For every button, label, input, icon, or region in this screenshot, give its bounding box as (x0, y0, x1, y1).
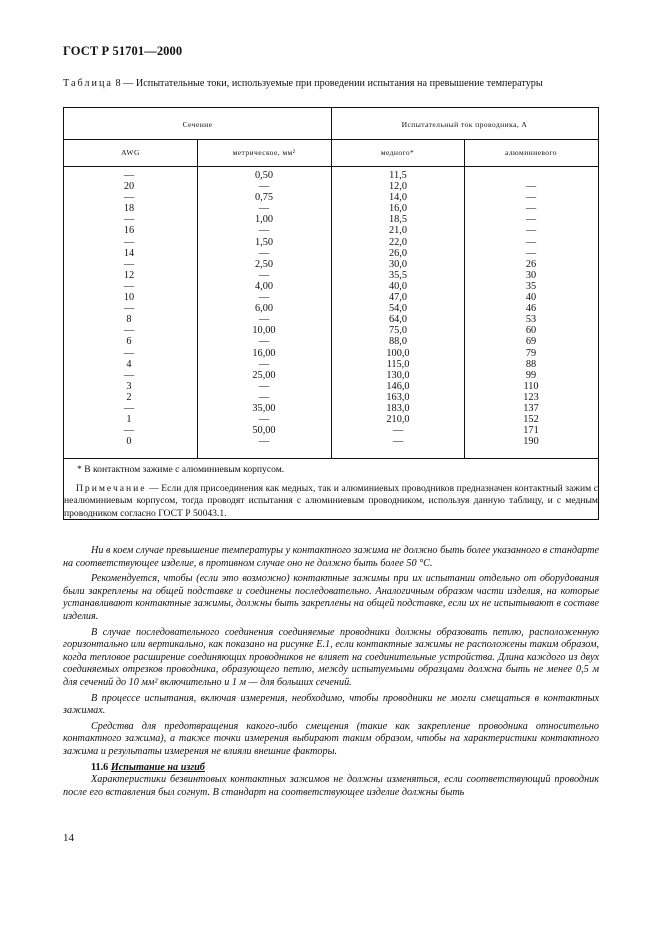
table-cell: — (525, 247, 537, 259)
table-cell: — (525, 225, 537, 237)
table-cell: 47,0 (388, 292, 408, 304)
header-aluminum: алюминиевого (504, 148, 558, 157)
table-cell: 64,0 (388, 314, 408, 326)
table-cell: — (525, 181, 537, 193)
table-cell: 100,0 (386, 347, 410, 359)
table-rule (197, 139, 198, 458)
table-cell: 22,0 (388, 236, 408, 248)
table-cell: 190 (523, 436, 539, 448)
table-cell: 46 (525, 303, 537, 315)
table-cell: — (123, 258, 135, 270)
table-cell: — (525, 214, 537, 226)
table-cell: — (123, 236, 135, 248)
table-cell: 26 (525, 258, 537, 270)
table-cell: — (392, 436, 404, 448)
metric-column (232, 170, 296, 447)
table-cell: — (392, 425, 404, 437)
table-cell: 25,00 (252, 369, 276, 381)
table-cell: 171 (523, 425, 539, 437)
paragraph: Средства для предотвращения какого-либо смещения (такие как закрепление проводника относительно контактного зажима), а также точки измерения выбирают таким образом, чтобы на характеристики контактного зажима и результаты измерения не влияли внешние факторы. (63, 720, 599, 757)
paragraph: В случае последовательного соединения соединяемые проводники должны образовать петлю, расположенную горизонтально или вертикально, как показано на рисунке Е.1, если контактные зажимы не расположены таким образом, когда тепловое расширение соединяющих проводников не влияет на соединительные устройства. Длина каждого из двух соединяемых отрезков проводника, образующего петлю, между испытуемыми образцами должна быть не менее 0,5 м для сечений до 10 мм² включительно и 1 м — для больших сечений. (63, 626, 599, 688)
table-cell: 123 (523, 391, 539, 403)
table-cell: 1 (126, 414, 132, 426)
table-cell: — (258, 225, 270, 237)
table-cell: 8 (126, 314, 132, 326)
paragraph: В процессе испытания, включая измерения, необходимо, чтобы проводники не могли смещаться в контактных зажимах. (63, 692, 599, 717)
copper-column (370, 170, 426, 447)
table-cell: 79 (525, 347, 537, 359)
table-cell: 3 (126, 380, 132, 392)
table-cell: 35,5 (388, 269, 408, 281)
table-cell: 88 (525, 358, 537, 370)
table-cell: 18,5 (388, 214, 408, 226)
table-cell: — (123, 170, 135, 181)
table-cell: 115,0 (386, 358, 410, 370)
table-cell: — (258, 292, 270, 304)
table-cell: 40,0 (388, 280, 408, 292)
table-cell: 146,0 (386, 380, 410, 392)
table-caption-text: 8 — Испытательные токи, используемые при проведении испытания на превышение температуры (112, 78, 543, 89)
table-cell: 12 (123, 269, 135, 281)
paragraph: Рекомендуется, чтобы (если это возможно) контактные зажимы при их испытании отдельно от оборудования были закреплены на общей подставке и соединены последовательно. Аналогичным образом части изделия, на которые устанавливают контактные зажимы, должны быть закреплены на общей подставке, если их не испытывают в составе изделия. (63, 573, 599, 622)
table-cell: 99 (525, 369, 537, 381)
header-copper: медного* (380, 148, 415, 157)
table-caption-label: Таблица (63, 78, 113, 89)
table-cell: 4 (126, 358, 132, 370)
table-cell: — (258, 391, 270, 403)
table-cell: 60 (525, 325, 537, 337)
table-cell: 16 (123, 225, 135, 237)
table-cell: 20 (123, 181, 135, 193)
table-cell: — (123, 280, 135, 292)
table-cell: — (525, 203, 537, 215)
table-cell: 75,0 (388, 325, 408, 337)
table-cell: — (258, 358, 270, 370)
aluminum-column (504, 170, 558, 447)
table-cell: 35 (525, 280, 537, 292)
paragraph: Характеристики безвинтовых контактных зажимов не должны изменяться, если соответствующий проводник после его вставления был согнут. В стандарт на соответствующее изделие должны быть (63, 774, 599, 798)
table-cell: — (525, 192, 537, 204)
table-cell: 6,00 (254, 303, 274, 315)
table-cell: 130,0 (386, 369, 410, 381)
table-note (64, 483, 598, 520)
table-cell: 40 (525, 292, 537, 304)
table-cell: 16,00 (252, 347, 276, 359)
table-cell: — (123, 369, 135, 381)
table-cell: 210,0 (386, 414, 410, 426)
table-cell: 50,00 (252, 425, 276, 437)
page-number: 14 (63, 832, 74, 844)
table-cell: 163,0 (386, 391, 410, 403)
table-cell: — (123, 402, 135, 414)
table-cell: 18 (123, 203, 135, 215)
table-cell: — (123, 325, 135, 337)
table-cell: 0,50 (254, 170, 274, 181)
table-cell: 88,0 (388, 336, 408, 348)
body-text (63, 545, 599, 802)
section-title: Испытание на изгиб (110, 761, 205, 773)
table-cell: — (123, 425, 135, 437)
table-cell: — (258, 269, 270, 281)
table-cell: — (258, 336, 270, 348)
table-cell: 10,00 (252, 325, 276, 337)
table-cell: — (525, 236, 537, 248)
table-cell: 69 (525, 336, 537, 348)
table-cell: 16,0 (388, 203, 408, 215)
table-cell: 14,0 (388, 192, 408, 204)
table-cell: — (123, 303, 135, 315)
table-cell: 110 (523, 380, 539, 392)
table-cell: 152 (523, 414, 539, 426)
table-rule (64, 458, 598, 459)
table-cell: 53 (525, 314, 537, 326)
table-rule (331, 108, 332, 458)
section-heading (63, 762, 599, 775)
table-cell: 2 (126, 391, 132, 403)
table-cell: 2,50 (254, 258, 274, 270)
paragraph: Ни в коем случае превышение температуры у контактного зажима не должно быть более указанного в стандарте на соответствующее изделие, в противном случае оно не должно быть более 50 °С. (63, 545, 599, 569)
table-cell: 21,0 (388, 225, 408, 237)
table-cell: — (258, 181, 270, 193)
table-cell: 10 (123, 292, 135, 304)
table-cell: 26,0 (388, 247, 408, 259)
table-cell: 1,50 (254, 236, 274, 248)
header-section: Сечение (182, 120, 213, 129)
awg-column (104, 170, 154, 447)
table-cell: 11,5 (389, 170, 407, 181)
table-cell (504, 170, 558, 181)
table-cell: 1,00 (254, 214, 274, 226)
document-code: ГОСТ Р 51701—2000 (63, 44, 183, 58)
table-cell: 30 (525, 269, 537, 281)
table-note-text: — Если для присоединения как медных, так и алюминиевых проводников предназначен контактный зажим с неалюминиевым корпусом, тогда проводят испытания с алюминиевым проводником, используя данную таблицу, и с медным проводником согласно ГОСТ Р 50043.1. (64, 483, 598, 519)
table-cell: — (123, 214, 135, 226)
table-cell: 12,0 (388, 181, 408, 193)
table-cell: 35,00 (252, 402, 276, 414)
table-note-label: Примечание (76, 483, 147, 494)
table-cell: 4,00 (254, 280, 274, 292)
table-cell: — (258, 203, 270, 215)
table-cell: 0 (126, 436, 132, 448)
header-awg: AWG (121, 148, 140, 157)
test-currents-table (63, 107, 599, 520)
table-cell: 54,0 (388, 303, 408, 315)
table-cell: — (258, 314, 270, 326)
table-cell: 30,0 (388, 258, 408, 270)
table-cell: 183,0 (386, 402, 410, 414)
header-metric: метрическое, мм² (232, 148, 296, 157)
table-cell: — (258, 247, 270, 259)
table-cell: — (258, 380, 270, 392)
table-footnote: * В контактном зажиме с алюминиевым корпусом. (77, 464, 285, 475)
table-cell: — (123, 347, 135, 359)
table-rule (464, 139, 465, 458)
table-cell: 137 (523, 402, 539, 414)
table-cell: — (258, 414, 270, 426)
table-cell: — (123, 192, 135, 204)
section-number: 11.6 (91, 761, 109, 773)
table-cell: 6 (126, 336, 132, 348)
table-cell: — (258, 436, 270, 448)
header-test-current: Испытательный ток проводника, А (401, 120, 528, 129)
table-cell: 0,75 (254, 192, 274, 204)
table-cell: 14 (123, 247, 135, 259)
table-caption (63, 78, 603, 90)
